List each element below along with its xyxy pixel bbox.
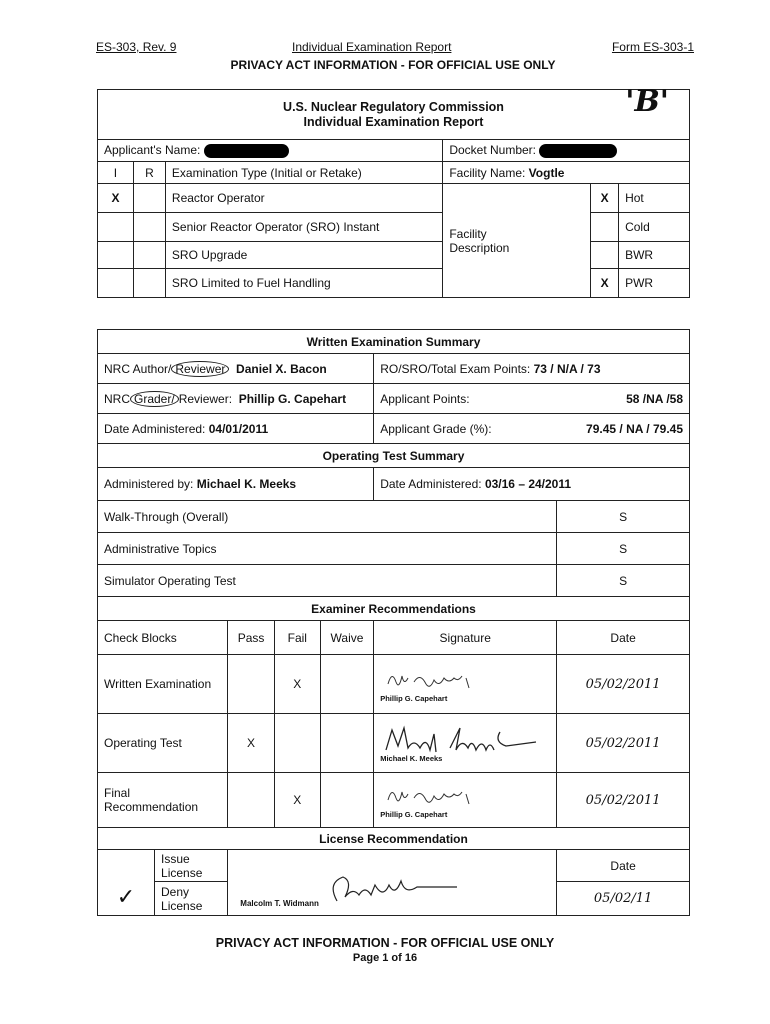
exam-type-header: Examination Type (Initial or Retake): [165, 162, 442, 184]
issue-license-label: Issue License: [155, 850, 228, 882]
applicant-points-cell: Applicant Points: 58 /NA /58: [374, 384, 690, 414]
operating-row-value: S: [557, 501, 690, 533]
facility-option-label: Hot: [619, 184, 690, 213]
facility-option-mark: [591, 242, 619, 269]
agency-name: U.S. Nuclear Regulatory Commission: [283, 99, 504, 114]
facility-option-label: BWR: [619, 242, 690, 269]
page-header: [96, 40, 696, 54]
exam-type-retake-mark: [133, 213, 165, 242]
fail-mark: X: [274, 773, 320, 828]
operating-row-label: Simulator Operating Test: [98, 565, 557, 597]
fail-mark: X: [274, 655, 320, 714]
applicant-name-cell: [98, 140, 443, 162]
grader-name: Phillip G. Capehart: [238, 391, 347, 406]
exam-type-initial-mark: X: [98, 184, 134, 213]
pass-mark: [228, 655, 275, 714]
applicant-grade-value: 79.45 / NA / 79.45: [586, 421, 683, 436]
summary-table: [97, 329, 690, 916]
signature-cell: [374, 714, 557, 773]
exam-type-retake-mark: [133, 269, 165, 298]
operating-row-value: S: [557, 533, 690, 565]
written-section-title: Written Examination Summary: [98, 330, 690, 354]
exam-type-label: SRO Limited to Fuel Handling: [165, 269, 442, 298]
docket-number-label: Docket Number:: [449, 143, 537, 158]
deny-check-cell: [98, 850, 155, 916]
privacy-notice-bottom: PRIVACY ACT INFORMATION - FOR OFFICIAL USE ONLY: [215, 936, 555, 950]
nrc-grader-cell: NRC Grader/ Reviewer: Phillip G. Capehart: [98, 384, 374, 414]
fail-mark: [274, 714, 320, 773]
col-header-fail: Fail: [274, 621, 320, 655]
recommendation-row: [98, 655, 690, 714]
administered-by-name: Michael K. Meeks: [196, 477, 297, 491]
written-date-value: 04/01/2011: [208, 421, 269, 436]
facility-name-label: Facility Name:: [449, 165, 526, 180]
col-initial-header: I: [98, 162, 134, 184]
header-title: Individual Examination Report: [292, 40, 452, 54]
exam-type-retake-mark: [133, 242, 165, 269]
exam-type-retake-mark: [133, 184, 165, 213]
facility-name-value: Vogtle: [528, 165, 565, 180]
recommendation-date: 05/02/2011: [557, 655, 690, 714]
operating-date-value: 03/16 – 24/2011: [484, 477, 572, 491]
checkmark-icon: ✓: [116, 883, 136, 909]
facility-option-label: Cold: [619, 213, 690, 242]
report-title-cell: [98, 84, 690, 140]
exam-type-label: Reactor Operator: [165, 184, 442, 213]
applicant-name-label: Applicant's Name:: [104, 143, 201, 158]
operating-date-cell: Date Administered: 03/16 – 24/2011: [374, 468, 690, 501]
handwritten-signature: [380, 666, 530, 694]
operating-section-title: Operating Test Summary: [98, 444, 690, 468]
waive-mark: [320, 773, 373, 828]
facility-option-mark: [591, 213, 619, 242]
facility-name-cell: [443, 162, 690, 184]
col-header-signature: Signature: [374, 621, 557, 655]
facility-option-mark: X: [591, 184, 619, 213]
col-header-pass: Pass: [228, 621, 275, 655]
waive-mark: [320, 655, 373, 714]
grader-circled: Grader/: [130, 391, 179, 407]
recommendation-date: 05/02/2011: [557, 773, 690, 828]
signature-cell: [374, 655, 557, 714]
signer-name: Michael K. Meeks: [380, 753, 443, 763]
operating-row-label: Administrative Topics: [98, 533, 557, 565]
redaction-docket-number: [539, 144, 617, 158]
recommendations-section-title: Examiner Recommendations: [98, 597, 690, 621]
administered-by-cell: Administered by: Michael K. Meeks: [98, 468, 374, 501]
exam-type-initial-mark: [98, 213, 134, 242]
handwritten-mark: 'B': [625, 84, 669, 119]
report-title: Individual Examination Report: [303, 114, 484, 129]
recommendation-row: [98, 714, 690, 773]
page-number: Page 1 of 16: [352, 952, 418, 964]
applicant-points-value: 58 /NA /58: [626, 391, 683, 406]
facility-option-label: PWR: [619, 269, 690, 298]
pass-mark: [228, 773, 275, 828]
recommendation-label: Written Examination: [98, 655, 228, 714]
license-signature-cell: [228, 850, 557, 916]
license-signer-name: Malcolm T. Widmann: [240, 899, 319, 908]
license-date-label: Date: [557, 850, 690, 882]
col-retake-header: R: [133, 162, 165, 184]
facility-option-mark: X: [591, 269, 619, 298]
report-info-table: [97, 84, 690, 298]
recommendation-row: [98, 773, 690, 828]
recommendation-label: Operating Test: [98, 714, 228, 773]
nrc-author-cell: NRC Author/ Reviewer Daniel X. Bacon: [98, 354, 374, 384]
pass-mark: X: [228, 714, 275, 773]
exam-type-initial-mark: [98, 269, 134, 298]
privacy-notice-top: PRIVACY ACT INFORMATION - FOR OFFICIAL USE ONLY: [230, 58, 556, 72]
redaction-applicant-name: [204, 144, 289, 158]
exam-points-value: 73 / N/A / 73: [533, 361, 601, 376]
col-header-date: Date: [557, 621, 690, 655]
recommendation-label: Final Recommendation: [98, 773, 228, 828]
col-header-waive: Waive: [320, 621, 373, 655]
written-date-cell: Date Administered: 04/01/2011: [98, 414, 374, 444]
exam-type-label: Senior Reactor Operator (SRO) Instant: [165, 213, 442, 242]
facility-description-label: Facility Description: [443, 184, 591, 298]
applicant-grade-cell: Applicant Grade (%): 79.45 / NA / 79.45: [374, 414, 690, 444]
reviewer-circled: Reviewer: [171, 361, 229, 377]
form-number: Form ES-303-1: [611, 40, 694, 54]
exam-type-label: SRO Upgrade: [165, 242, 442, 269]
handwritten-signature: [323, 867, 473, 907]
author-name: Daniel X. Bacon: [236, 361, 327, 376]
form-id: ES-303, Rev. 9: [96, 40, 177, 54]
signer-name: Phillip G. Capehart: [380, 809, 448, 819]
operating-row-label: Walk-Through (Overall): [98, 501, 557, 533]
exam-type-initial-mark: [98, 242, 134, 269]
waive-mark: [320, 714, 373, 773]
handwritten-signature: [380, 782, 530, 810]
operating-row-value: S: [557, 565, 690, 597]
docket-number-cell: [443, 140, 690, 162]
exam-points-cell: RO/SRO/Total Exam Points: 73 / N/A / 73: [374, 354, 690, 384]
deny-license-label: Deny License: [155, 882, 228, 916]
signature-cell: [374, 773, 557, 828]
license-section-title: License Recommendation: [98, 828, 690, 850]
license-date-value: 05/02/11: [557, 882, 690, 916]
col-header-check-blocks: Check Blocks: [98, 621, 228, 655]
handwritten-signature: [380, 724, 550, 754]
recommendation-date: 05/02/2011: [557, 714, 690, 773]
signer-name: Phillip G. Capehart: [380, 693, 448, 703]
